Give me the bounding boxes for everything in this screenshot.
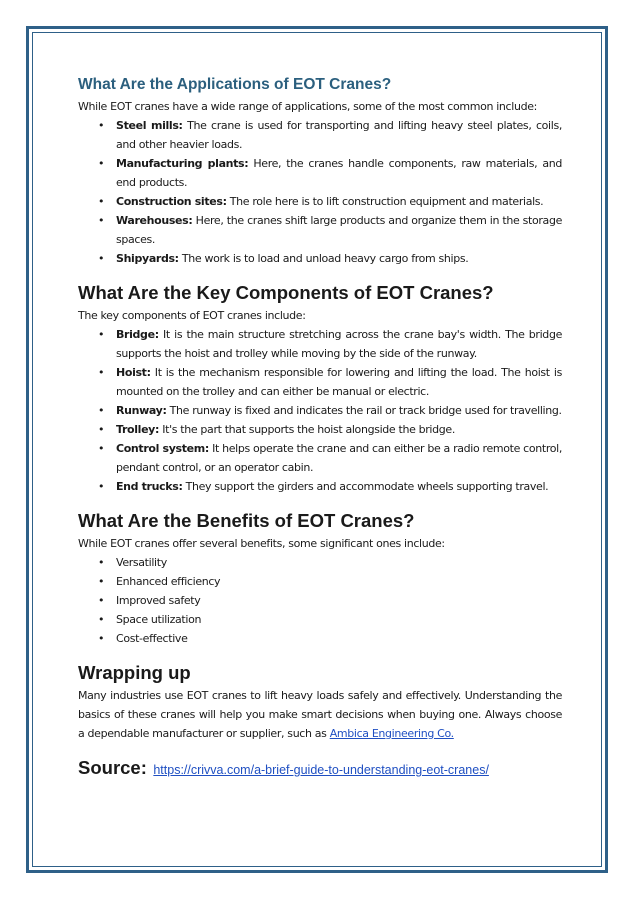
list-item-text: The work is to load and unload heavy cargo from ships. — [178, 252, 469, 265]
bullet-icon: • — [98, 594, 105, 607]
bullet-icon: • — [98, 423, 105, 436]
list-item-text: The role here is to lift construction equipment and materials. — [226, 195, 544, 208]
list-item-text: They support the girders and accommodate wheels supporting travel. — [182, 480, 549, 493]
list-item — [78, 572, 562, 591]
list-item — [78, 477, 562, 496]
list-item-term: Hoist: — [116, 366, 151, 379]
benefits-list — [78, 553, 562, 648]
list-item — [78, 211, 562, 249]
list-item — [78, 363, 562, 401]
source-url-link[interactable]: https://crivva.com/a-brief-guide-to-understanding-eot-cranes/ — [153, 763, 489, 777]
list-item — [78, 154, 562, 192]
list-item-text: The runway is fixed and indicates the rail or track bridge used for travelling. — [166, 404, 562, 417]
bullet-icon: • — [98, 404, 105, 417]
list-item-term: Steel mills: — [116, 119, 183, 132]
bullet-icon: • — [98, 366, 105, 379]
wrapping-heading: Wrapping up — [78, 662, 191, 683]
list-item-text: Cost-effective — [116, 632, 188, 645]
list-item — [78, 192, 562, 211]
list-item-term: Bridge: — [116, 328, 159, 341]
applications-intro: While EOT cranes have a wide range of applications, some of the most common include: — [78, 100, 537, 113]
source-label: Source: — [78, 757, 147, 778]
list-item — [78, 420, 562, 439]
source-line — [78, 757, 562, 779]
list-item-text: The crane is used for transporting and lifting heavy steel plates, coils, and other heavier loads. — [116, 119, 563, 151]
applications-section — [78, 75, 562, 268]
wrapping-section — [78, 662, 562, 743]
bullet-icon: • — [98, 556, 105, 569]
bullet-icon: • — [98, 632, 105, 645]
list-item-term: Control system: — [116, 442, 209, 455]
list-item — [78, 439, 562, 477]
list-item — [78, 629, 562, 648]
components-section — [78, 282, 562, 496]
benefits-section — [78, 510, 562, 648]
benefits-intro: While EOT cranes offer several benefits, some significant ones include: — [78, 537, 445, 550]
bullet-icon: • — [98, 119, 105, 132]
bullet-icon: • — [98, 214, 105, 227]
components-heading: What Are the Key Components of EOT Cranes? — [78, 282, 494, 303]
list-item — [78, 591, 562, 610]
list-item-text: It is the main structure stretching across the crane bay's width. The bridge supports the hoist and trolley while moving by the side of the runway. — [116, 328, 562, 360]
list-item-text: Here, the cranes handle components, raw materials, and end products. — [116, 157, 562, 189]
benefits-heading: What Are the Benefits of EOT Cranes? — [78, 510, 415, 531]
bullet-icon: • — [98, 480, 105, 493]
list-item-term: Construction sites: — [116, 195, 227, 208]
ambica-engineering-link[interactable]: Ambica Engineering Co. — [329, 727, 454, 740]
bullet-icon: • — [98, 442, 105, 455]
list-item-term: Shipyards: — [116, 252, 179, 265]
list-item-term: Manufacturing plants: — [116, 157, 249, 170]
applications-heading: What Are the Applications of EOT Cranes? — [78, 76, 392, 93]
list-item-text: Improved safety — [116, 594, 201, 607]
bullet-icon: • — [98, 328, 105, 341]
list-item-text: Here, the cranes shift large products and organize them in the storage spaces. — [116, 214, 562, 246]
bullet-icon: • — [98, 575, 105, 588]
wrapping-text: Many industries use EOT cranes to lift heavy loads safely and effectively. Understanding the basics of these cranes will help you make smart decisions when buying one. Always choose a dependable manufacturer or supplier, such as — [78, 689, 562, 740]
bullet-icon: • — [98, 252, 105, 265]
list-item — [78, 610, 562, 629]
list-item-term: Warehouses: — [116, 214, 193, 227]
list-item — [78, 249, 562, 268]
components-intro: The key components of EOT cranes include: — [78, 309, 306, 322]
list-item-term: End trucks: — [116, 480, 183, 493]
list-item-text: It's the part that supports the hoist alongside the bridge. — [159, 423, 455, 436]
list-item-text: Space utilization — [116, 613, 202, 626]
list-item-text: Versatility — [116, 556, 167, 569]
applications-list — [78, 116, 562, 268]
wrapping-paragraph — [78, 686, 562, 743]
list-item-term: Trolley: — [116, 423, 160, 436]
document-body — [78, 75, 562, 779]
components-list — [78, 325, 562, 496]
list-item-text: It is the mechanism responsible for lowering and lifting the load. The hoist is mounted on the trolley and can either be manual or electric. — [116, 366, 562, 398]
list-item-text: Enhanced efficiency — [116, 575, 221, 588]
list-item — [78, 325, 562, 363]
list-item — [78, 401, 562, 420]
list-item-term: Runway: — [116, 404, 167, 417]
list-item — [78, 553, 562, 572]
list-item — [78, 116, 562, 154]
bullet-icon: • — [98, 157, 105, 170]
bullet-icon: • — [98, 613, 105, 626]
list-item-text: It helps operate the crane and can either be a radio remote control, pendant control, or an operator cabin. — [116, 442, 562, 474]
bullet-icon: • — [98, 195, 105, 208]
